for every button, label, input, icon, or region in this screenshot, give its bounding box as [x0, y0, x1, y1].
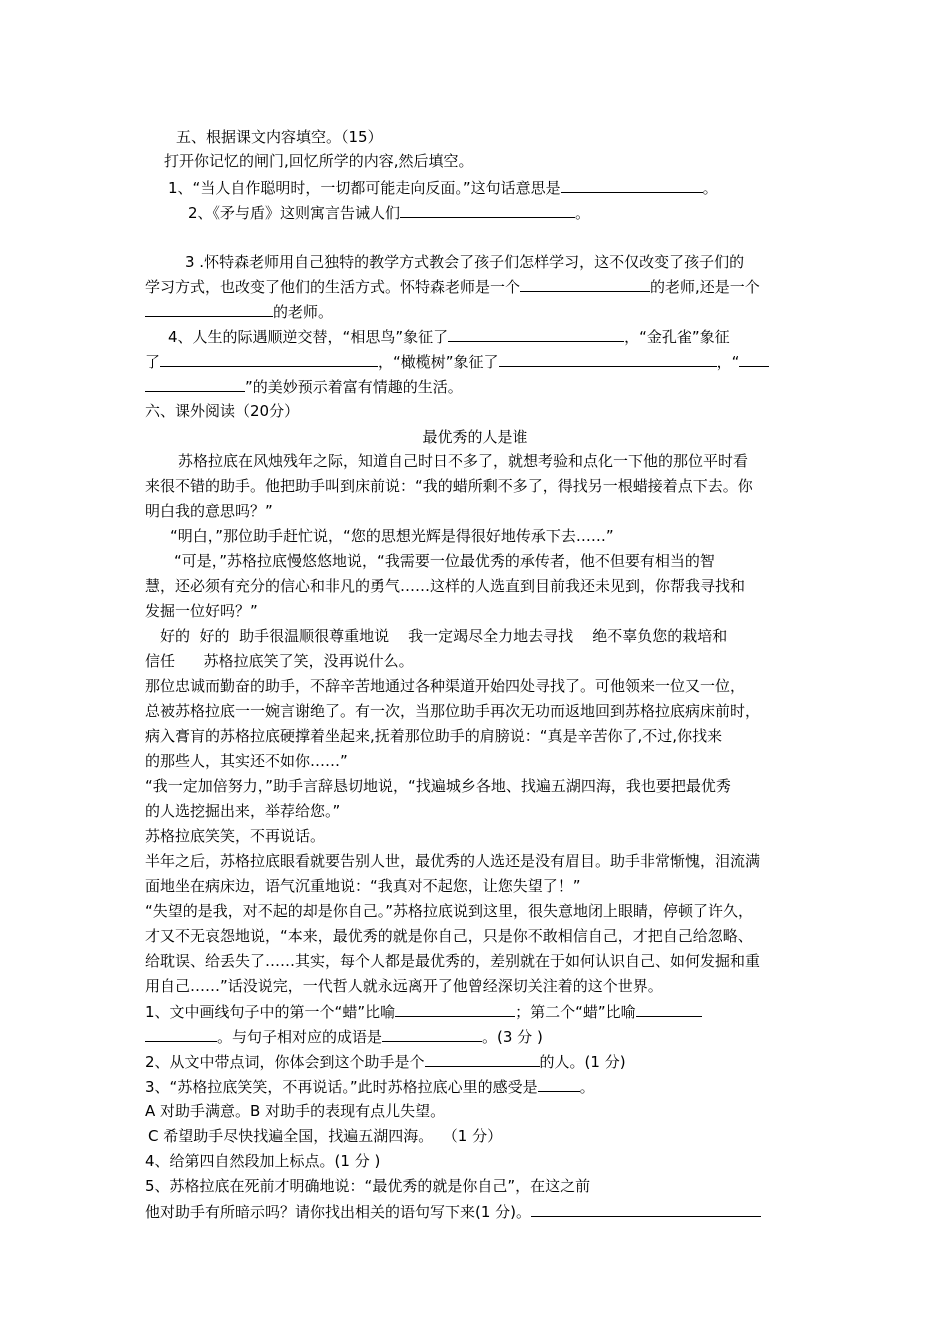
s5-question-3-line1: 3 .怀特森老师用自己独特的教学方式教会了孩子们怎样学习，这不仅改变了孩子们的: [185, 253, 745, 271]
passage-paragraph-9: 才又不无哀怨地说，“本来，最优秀的就是你自己，只是你不敢相信自己，才把自己给忽略、: [145, 927, 753, 945]
passage-paragraph-1: 苏格拉底在风烛残年之际，知道自己时日不多了，就想考验和点化一下他的那位平时看: [178, 452, 749, 470]
passage-paragraph-5: 总被苏格拉底一一婉言谢绝了。有一次，当那位助手再次无功而返地回到苏格拉底病床前时，: [145, 702, 761, 720]
passage-paragraph-8: 面地坐在病床边，语气沉重地说：“我真对不起您，让您失望了！”: [145, 877, 581, 895]
section5-intro: 打开你记忆的闸门,回忆所学的内容,然后填空。: [164, 152, 474, 170]
reading-question-5-line1: 5、苏格拉底在死前才明确地说：“最优秀的就是你自己”，在这之前: [145, 1177, 591, 1195]
passage-paragraph-3: 慧，还必须有充分的信心和非凡的勇气……这样的人选直到目前我还未见到，你帮我寻找和: [145, 577, 746, 595]
answer-blank[interactable]: [538, 1076, 580, 1092]
passage-paragraph-5: 病入膏肓的苏格拉底硬撑着坐起来,抚着那位助手的肩膀说：“真是辛苦你了,不过,你找来: [145, 727, 723, 745]
section6-heading: 六、课外阅读（20分）: [145, 402, 300, 420]
answer-blank[interactable]: [145, 376, 245, 392]
passage-paragraph-3: 发掘一位好吗？”: [145, 602, 258, 620]
section5-heading: 五、根据课文内容填空。（15）: [176, 128, 383, 146]
reading-question-1-line1: 1、文中画线句子中的第一个“蜡”比喻 ；第二个“蜡”比喻: [145, 1001, 702, 1022]
passage-paragraph-4: 信任 苏格拉底笑了笑，没再说什么。: [145, 652, 414, 670]
passage-paragraph-8: 半年之后，苏格拉底眼看就要告别人世，最优秀的人选还是没有眉目。助手非常惭愧，泪流满: [145, 852, 761, 870]
reading-question-3-option-c: C 希望助手尽快找遍全国，找遍五湖四海。 （1 分）: [148, 1127, 503, 1145]
s5-question-4-line2: 了 ，“橄榄树”象征了 ，“: [145, 351, 769, 372]
passage-paragraph-9: 给耽误、给丢失了……其实，每个人都是最优秀的，差别就在于如何认识自己、如何发掘和重: [145, 952, 761, 970]
answer-blank[interactable]: [160, 351, 378, 367]
answer-blank[interactable]: [400, 202, 575, 218]
passage-paragraph-1: 来很不错的助手。他把助手叫到床前说：“我的蜡所剩不多了，得找另一根蜡接着点下去。你: [145, 477, 753, 495]
s5-question-4-line1: 4、人生的际遇顺逆交替，“相思鸟”象征了 ，“金孔雀”象征: [168, 328, 730, 346]
passage-paragraph-9: 用自己……”话没说完，一代哲人就永远离开了他曾经深切关注着的这个世界。: [145, 977, 663, 995]
passage-paragraph-6: 的人选挖掘出来，举荐给您。”: [145, 802, 341, 820]
passage-paragraph-5: 那位忠诚而勤奋的助手，不辞辛苦地通过各种渠道开始四处寻找了。可他领来一位又一位，: [145, 677, 746, 695]
s5-question-1: 1、“当人自作聪明时，一切都可能走向反面。”这句话意思是 。: [168, 179, 718, 197]
reading-question-3: 3、“苏格拉底笑笑，不再说话。”此时苏格拉底心里的感受是 。: [145, 1078, 595, 1096]
answer-blank[interactable]: [636, 1001, 702, 1017]
s5-question-3-line3: 的老师。: [145, 301, 333, 322]
passage-paragraph-3: “可是，”苏格拉底慢悠悠地说，“我需要一位最优秀的承传者，他不但要有相当的智: [174, 552, 715, 570]
answer-blank[interactable]: [448, 326, 624, 342]
reading-question-5-line2: 他对助手有所暗示吗？请你找出相关的语句写下来(1 分)。: [145, 1201, 761, 1222]
s5-question-4-line3: ”的美妙预示着富有情趣的生活。: [145, 376, 463, 397]
reading-question-3-options-ab: A 对助手满意。B 对助手的表现有点儿失望。: [145, 1102, 446, 1120]
passage-title: 最优秀的人是谁: [422, 428, 528, 446]
answer-blank[interactable]: [145, 1026, 217, 1042]
s5-question-3-line2: 学习方式，也改变了他们的生活方式。怀特森老师是一个 的老师,还是一个: [145, 278, 760, 296]
answer-blank[interactable]: [531, 1201, 761, 1217]
passage-paragraph-1: 明白我的意思吗？”: [145, 502, 273, 520]
passage-paragraph-6: “我一定加倍努力，”助手言辞恳切地说，“找遍城乡各地、找遍五湖四海，我也要把最优秀: [145, 777, 731, 795]
passage-paragraph-9: “失望的是我，对不起的却是你自己。”苏格拉底说到这里，很失意地闭上眼睛，停顿了许久，: [145, 902, 754, 920]
passage-paragraph-7: 苏格拉底笑笑，不再说话。: [145, 827, 326, 845]
answer-blank[interactable]: [425, 1051, 540, 1067]
answer-blank[interactable]: [561, 177, 703, 193]
reading-question-1-line2: 。与句子相对应的成语是 。(3 分 ): [145, 1026, 543, 1047]
passage-paragraph-2: “明白，”那位助手赶忙说，“您的思想光辉是得很好地传承下去……”: [170, 527, 614, 545]
answer-blank[interactable]: [499, 351, 717, 367]
answer-blank[interactable]: [395, 1001, 515, 1017]
answer-blank[interactable]: [145, 301, 273, 317]
s5-question-2: 2、《矛与盾》这则寓言告诫人们 。: [188, 204, 591, 222]
answer-blank[interactable]: [520, 276, 650, 292]
answer-blank[interactable]: [382, 1026, 482, 1042]
reading-question-4: 4、给第四自然段加上标点。(1 分 ): [145, 1152, 381, 1170]
passage-paragraph-4: 好的 好的 助手很温顺很尊重地说 我一定竭尽全力地去寻找 绝不辜负您的栽培和: [160, 627, 728, 645]
reading-question-2: 2、从文中带点词，你体会到这个助手是个 的人。(1 分): [145, 1053, 626, 1071]
passage-paragraph-5: 的那些人，其实还不如你……”: [145, 752, 348, 770]
answer-blank[interactable]: [739, 351, 769, 367]
